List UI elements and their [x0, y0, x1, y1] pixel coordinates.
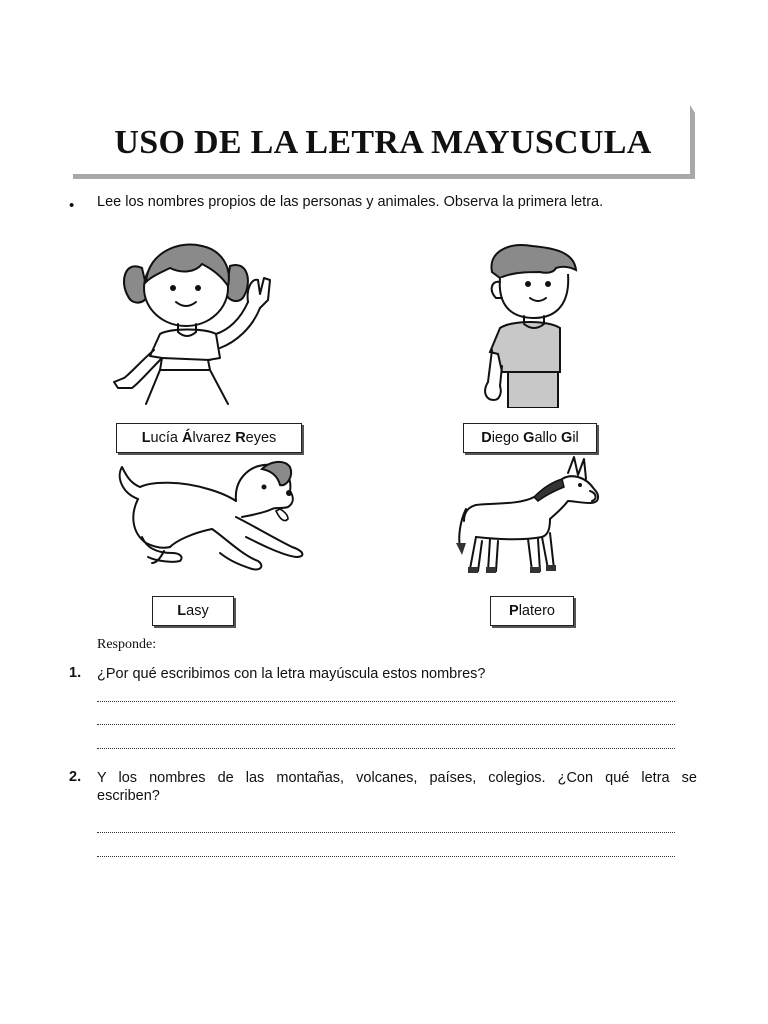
name-box-diego: [463, 423, 597, 453]
page-title: USO DE LA LETRA MAYUSCULA: [114, 124, 652, 161]
responde-label: Responde:: [97, 637, 157, 652]
donkey-illustration: [450, 455, 602, 579]
question-1-number: 1.: [69, 665, 82, 681]
answer-line-2b[interactable]: [97, 856, 675, 857]
name-box-platero: [490, 596, 574, 626]
answer-line-1c[interactable]: [97, 748, 675, 749]
name-box-lasy: [152, 596, 234, 626]
question-1-text: ¿Por qué escribimos con la letra mayúscula estos nombres?: [97, 666, 486, 682]
instruction-text: Lee los nombres propios de las personas y animales. Observa la primera letra.: [97, 194, 604, 210]
name-box-lucia: [116, 423, 302, 453]
answer-line-1a[interactable]: [97, 701, 675, 702]
answer-line-2a[interactable]: [97, 832, 675, 833]
question-2-number: 2.: [69, 769, 82, 785]
name-label-lasy: Lasy: [177, 603, 209, 619]
question-2-text-line2: escriben?: [97, 788, 160, 804]
name-label-diego: Diego Gallo Gil: [481, 430, 579, 446]
dog-illustration: [112, 457, 312, 581]
girl-illustration: [110, 238, 280, 408]
answer-line-1b[interactable]: [97, 724, 675, 725]
question-2-text-line1: Y los nombres de las montañas, volcanes, países, colegios. ¿Con qué letra se: [97, 770, 697, 786]
name-label-lucia: Lucía Álvarez Reyes: [141, 430, 277, 446]
bullet-point: •: [69, 197, 75, 214]
boy-illustration: [478, 242, 588, 408]
name-label-platero: Platero: [509, 603, 555, 619]
